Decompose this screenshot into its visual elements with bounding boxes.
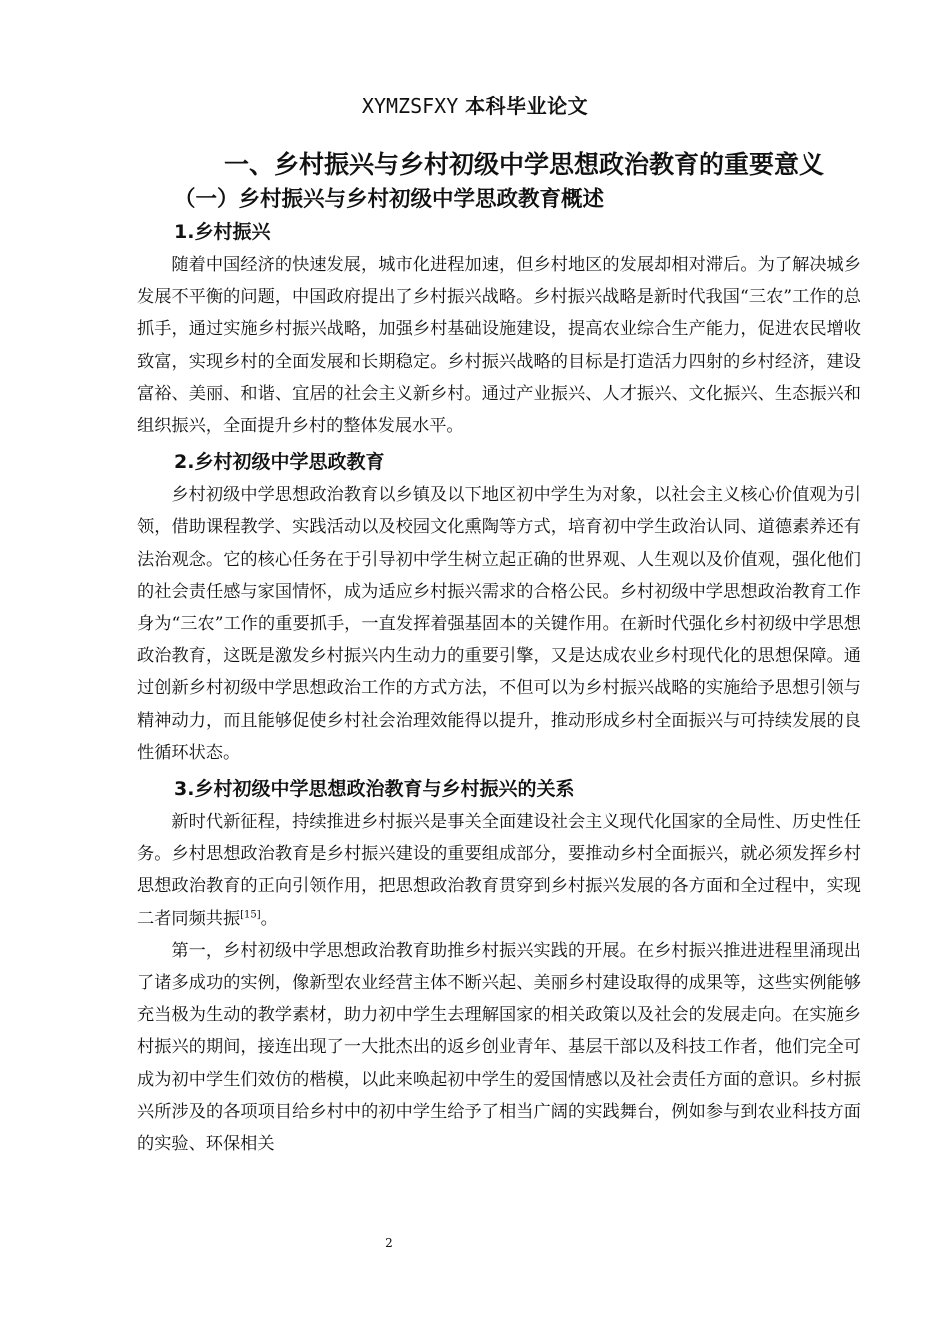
running-header [0,92,950,120]
citation-marker: [15] [240,908,261,920]
paragraph: 第一，乡村初级中学思想政治教育助推乡村振兴实践的开展。在乡村振兴推进进程里涌现出了诸多成功的实例，像新型农业经营主体不断兴起、美丽乡村建设取得的成果等，这些实例能够充当极为生动的教学素材，助力初中学生去理解国家的相关政策以及社会的发展走向。在实施乡村振兴的期间，接连出现了一大批杰出的返乡创业青年、基层干部以及科技工作者，他们完全可成为初中学生们效仿的楷模，以此来唤起初中学生的爱国情感以及社会责任方面的意识。乡村振兴所涉及的各项项目给乡村中的初中学生给予了相当广阔的实践舞台，例如参与到农业科技方面的实验、环保相关 [137,940,861,1155]
part-heading-rural-revitalization: 1.乡村振兴 [174,221,271,243]
header-title: 本科毕业论文 [465,94,589,118]
subsection-heading: （一）乡村振兴与乡村初级中学思政教育概述 [174,187,605,212]
paragraph-with-citation [137,806,861,935]
section-heading: 一、乡村振兴与乡村初级中学思想政治教育的重要意义 [223,150,824,179]
paragraph-end-punctuation: 。 [260,908,278,929]
paragraph: 乡村初级中学思想政治教育以乡镇及以下地区初中学生为对象，以社会主义核心价值观为引领，借助课程教学、实践活动以及校园文化熏陶等方式，培育初中学生政治认同、道德素养还有法治观念。它的核心任务在于引导初中学生树立起正确的世界观、人生观以及价值观，强化他们的社会责任感与家国情怀，成为适应乡村振兴需求的合格公民。乡村初级中学思想政治教育工作身为“三农”工作的重要抓手，一直发挥着强基固本的关键作用。在新时代强化乡村初级中学思想政治教育，这既是激发乡村振兴内生动力的重要引擎，又是达成农业乡村现代化的思想保障。通过创新乡村初级中学思想政治工作的方式方法，不但可以为乡村振兴战略的实施给予思想引领与精神动力，而且能够促使乡村社会治理效能得以提升，推动形成乡村全面振兴与可持续发展的良性循环状态。 [137,485,861,763]
part-heading-political-education: 2.乡村初级中学思政教育 [174,451,385,474]
paragraph-text: 新时代新征程，持续推进乡村振兴是事关全面建设社会主义现代化国家的全局性、历史性任务。乡村思想政治教育是乡村振兴建设的重要组成部分，要推动乡村全面振兴，就必须发挥乡村思想政治教育的正向引领作用，把思想政治教育贯穿到乡村振兴发展的各方面和全过程中，实现二者同频共振 [137,812,861,929]
part-heading-relationship: 3.乡村初级中学思想政治教育与乡村振兴的关系 [174,778,575,801]
page-number: 2 [385,1236,393,1250]
paragraph: 随着中国经济的快速发展，城市化进程加速，但乡村地区的发展却相对滞后。为了解决城乡发展不平衡的问题，中国政府提出了乡村振兴战略。乡村振兴战略是新时代我国“三农”工作的总抓手，通过实施乡村振兴战略，加强乡村基础设施建设，提高农业综合生产能力，促进农民增收致富，实现乡村的全面发展和长期稳定。乡村振兴战略的目标是打造活力四射的乡村经济，建设富裕、美丽、和谐、宜居的社会主义新乡村。通过产业振兴、人才振兴、文化振兴、生态振兴和组织振兴，全面提升乡村的整体发展水平。 [137,255,861,437]
header-abbreviation: XYMZSFXY [361,94,459,118]
document-body [137,145,861,1160]
